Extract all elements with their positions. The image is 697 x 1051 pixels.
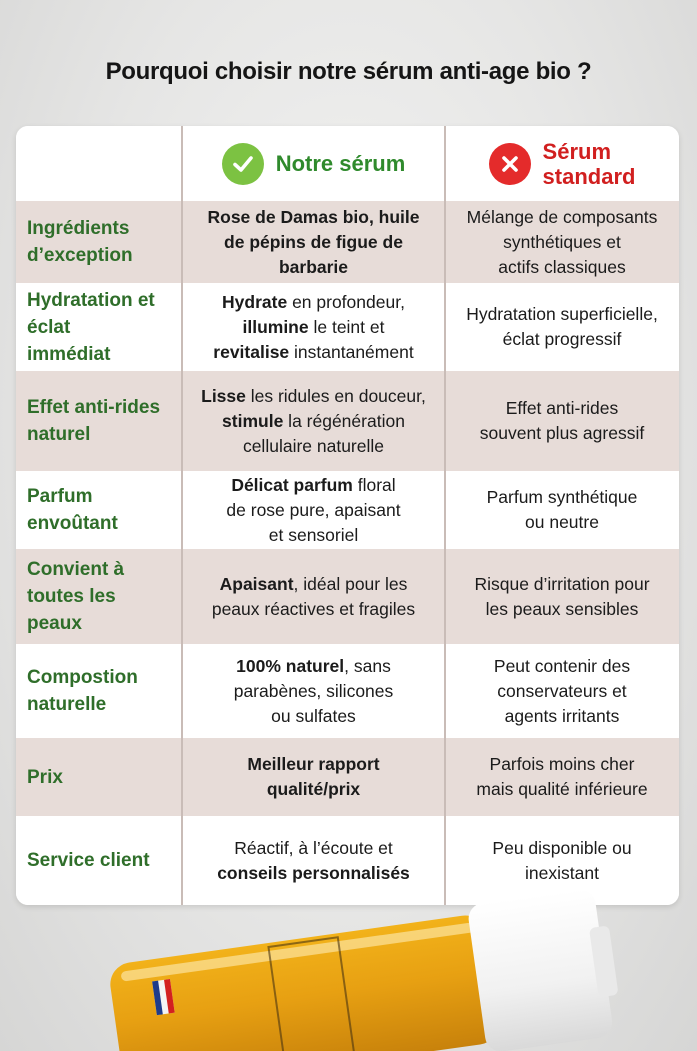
standard-text-line: inexistant: [525, 862, 599, 883]
our-serum-text: [217, 836, 410, 886]
cross-icon: [489, 143, 531, 185]
highlight-text: 100% naturel: [236, 655, 345, 676]
standard-serum-cell: [445, 471, 679, 549]
row-label-cell: [16, 283, 182, 371]
standard-serum-cell: [445, 644, 679, 738]
body-text: le teint et: [308, 316, 385, 337]
standard-serum-text: [492, 836, 631, 886]
row-label-line: Hydratation et: [27, 289, 155, 311]
highlight-text: Meilleur rapport: [247, 754, 380, 774]
our-serum-cell: [182, 371, 445, 471]
standard-text-line: ou neutre: [525, 512, 599, 532]
body-text: Réactif, à l’écoute et: [234, 837, 393, 858]
standard-text-line: mais qualité inférieure: [476, 779, 648, 799]
header-standard-cell: [445, 126, 679, 201]
row-label-line: Ingrédients: [27, 218, 130, 239]
our-serum-cell: [182, 738, 445, 816]
standard-text-line: souvent plus agressif: [479, 423, 645, 443]
standard-serum-cell: [445, 371, 679, 471]
our-serum-cell: [182, 644, 445, 738]
row-label: [27, 847, 150, 874]
standard-serum-cell: [445, 283, 679, 371]
body-text: ou sulfates: [271, 705, 356, 726]
row-label-line: peaux: [27, 613, 82, 634]
header-ours-label: Notre sérum: [275, 150, 406, 176]
table-row: [16, 201, 679, 283]
standard-serum-text: [480, 396, 644, 446]
row-label-line: Compostion: [27, 667, 138, 688]
row-label-line: Parfum: [27, 486, 93, 507]
row-label-line: Effet anti-rides: [27, 397, 161, 418]
standard-text-line: Risque d’irritation pour: [474, 573, 650, 594]
highlight-text: barbarie: [278, 256, 349, 277]
highlight-text: Lisse: [201, 385, 246, 406]
row-label-cell: [16, 549, 182, 644]
row-label: [27, 764, 63, 791]
body-text: de rose pure, apaisant: [226, 499, 401, 520]
row-label: [27, 556, 124, 637]
highlight-text: Hydrate: [222, 291, 288, 312]
standard-text-line: Parfois moins cher: [489, 754, 635, 774]
row-label-line: d’exception: [27, 245, 133, 266]
our-serum-cell: [182, 283, 445, 371]
row-label: [27, 664, 138, 718]
body-text: , sans: [344, 655, 391, 676]
standard-serum-cell: [445, 201, 679, 283]
page-title: Pourquoi choisir notre sérum anti-age bio ?: [105, 58, 592, 85]
body-text: et sensoriel: [268, 524, 359, 545]
standard-text-line: Mélange de composants: [466, 206, 658, 227]
row-label-line: naturel: [27, 424, 91, 445]
our-serum-cell: [182, 549, 445, 644]
standard-text-line: actifs classiques: [498, 256, 626, 277]
our-serum-text: [201, 384, 426, 459]
body-text: la régénération: [283, 410, 405, 431]
table-row: [16, 471, 679, 549]
row-label: [27, 394, 160, 448]
header-ours-cell: [182, 126, 445, 201]
row-label-line: Service client: [27, 850, 150, 871]
row-label: [27, 287, 155, 368]
body-text: peaux réactives et fragiles: [211, 598, 416, 619]
table-row: [16, 738, 679, 816]
row-label-line: Convient à: [27, 559, 125, 580]
highlight-text: Rose de Damas bio, huile: [207, 206, 420, 227]
body-text: en profondeur,: [287, 291, 405, 312]
standard-text-line: Hydratation superficielle,: [466, 304, 658, 324]
standard-text-line: synthétiques et: [503, 231, 621, 252]
standard-text-line: conservateurs et: [497, 680, 627, 701]
row-label: [27, 215, 133, 269]
our-serum-cell: [182, 201, 445, 283]
highlight-text: revitalise: [213, 341, 290, 362]
standard-text-line: les peaux sensibles: [485, 598, 639, 619]
row-label-line: envoûtant: [27, 513, 118, 534]
highlight-text: illumine: [242, 316, 309, 337]
body-text: parabènes, silicones: [233, 680, 394, 701]
row-label-cell: [16, 201, 182, 283]
our-serum-text: [208, 205, 420, 280]
table-row: [16, 549, 679, 644]
standard-serum-text: [476, 752, 647, 802]
standard-text-line: Peut contenir des: [493, 655, 631, 676]
row-label-cell: [16, 644, 182, 738]
standard-text-line: Effet anti-rides: [505, 398, 619, 418]
check-icon: [222, 143, 264, 185]
row-label-cell: [16, 738, 182, 816]
body-text: cellulaire naturelle: [242, 435, 385, 456]
our-serum-text: [247, 752, 379, 802]
highlight-text: de pépins de figue de: [224, 231, 403, 252]
column-divider: [444, 126, 446, 905]
our-serum-text: [212, 572, 415, 622]
highlight-text: qualité/prix: [266, 779, 361, 799]
highlight-text: Délicat parfum: [231, 474, 353, 495]
standard-text-line: Parfum synthétique: [486, 487, 638, 507]
highlight-text: conseils personnalisés: [217, 862, 410, 883]
our-serum-cell: [182, 471, 445, 549]
standard-text-line: éclat progressif: [502, 329, 622, 349]
standard-serum-text: [467, 205, 658, 280]
row-label-line: toutes les: [27, 586, 116, 607]
standard-serum-text: [474, 572, 649, 622]
row-label-line: naturelle: [27, 694, 107, 715]
table-row: [16, 371, 679, 471]
standard-serum-text: [487, 485, 638, 535]
row-label-cell: [16, 371, 182, 471]
standard-serum-text: [466, 302, 658, 352]
header-standard-label: Sérum standard: [542, 138, 636, 189]
table-row: [16, 283, 679, 371]
body-text: instantanément: [289, 341, 414, 362]
our-serum-text: [213, 290, 413, 365]
standard-serum-text: [494, 654, 630, 729]
our-serum-text: [234, 654, 394, 729]
body-text: , idéal pour les: [293, 573, 408, 594]
standard-serum-cell: [445, 738, 679, 816]
row-label-cell: [16, 471, 182, 549]
column-divider: [181, 126, 183, 905]
table-header-row: [16, 126, 679, 201]
standard-serum-cell: [445, 549, 679, 644]
row-label-line: éclat: [27, 316, 71, 338]
row-label-line: immédiat: [27, 343, 111, 365]
our-serum-text: [226, 473, 400, 548]
highlight-text: Apaisant: [219, 573, 294, 594]
header-empty-cell: [16, 126, 182, 201]
body-text: les ridules en douceur,: [245, 385, 426, 406]
row-label-line: Prix: [27, 766, 63, 788]
highlight-text: stimule: [222, 410, 284, 431]
table-row: [16, 644, 679, 738]
product-bottle-image: [104, 890, 624, 1051]
comparison-table: [16, 126, 679, 905]
body-text: floral: [352, 474, 396, 495]
standard-text-line: agents irritants: [504, 705, 620, 726]
row-label: [27, 483, 118, 537]
standard-text-line: Peu disponible ou: [492, 837, 632, 858]
